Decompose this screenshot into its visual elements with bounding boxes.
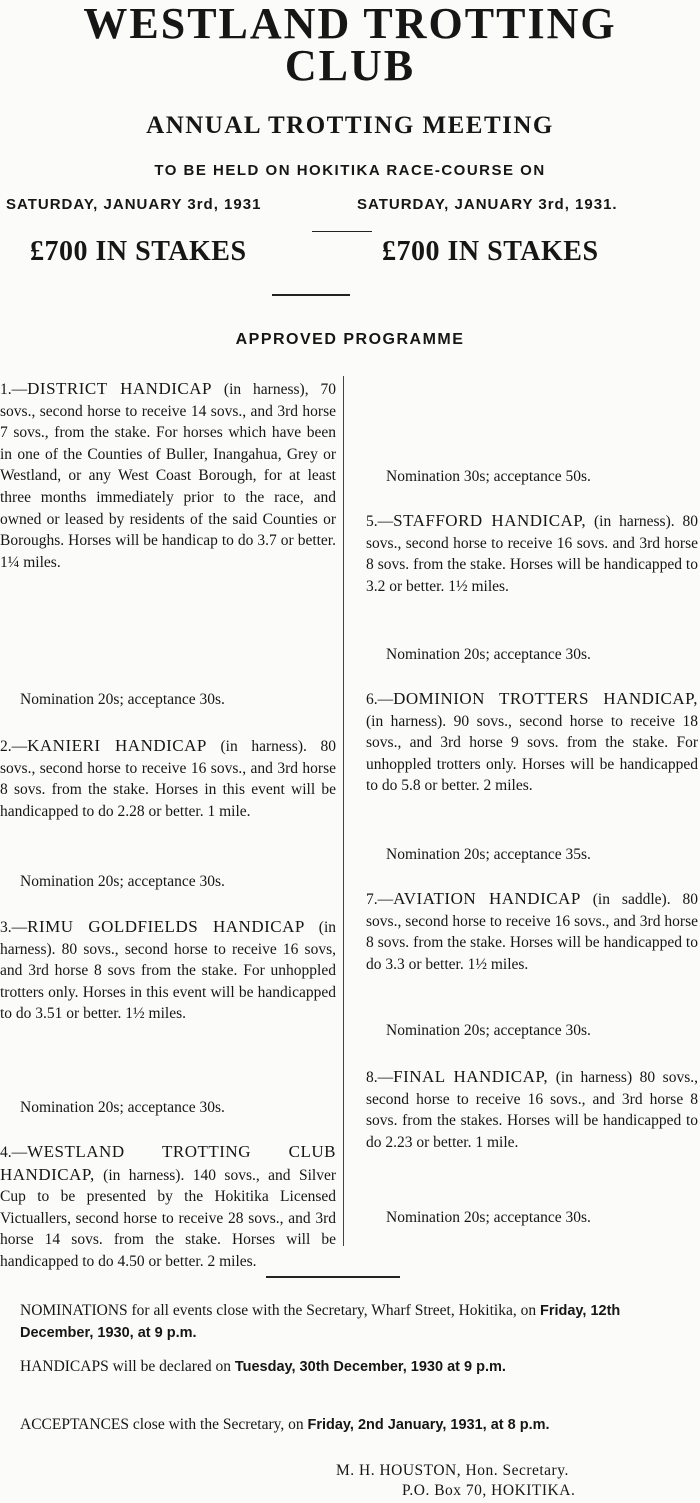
race-1-number: 1.— xyxy=(0,381,28,398)
header-rule-2 xyxy=(272,294,350,296)
race-4-conditions: (in harness). 140 sovs., and Silver Cup to be presented by the Hokitika Licensed Victuallers, second horse to receive 28 sovs., and 3rd horse 14 sovs. from the stake. Horses will be handicapped to do 4.50 or better. 2 miles. xyxy=(0,1166,336,1270)
footer-rule xyxy=(266,1276,400,1278)
race-3-name: RIMU GOLDFIELDS HANDICAP xyxy=(27,917,305,936)
race-3 xyxy=(0,916,336,1025)
stakes-left: £700 IN STAKES xyxy=(30,236,247,267)
race-2-conditions: (in harness). 80 sovs., second horse to receive 16 sovs., and 3rd horse 8 sovs. from the stake. Horses in this event will be handicapped to do 2.28 or better. 1 mile. xyxy=(0,738,337,820)
handicaps-date: Tuesday, 30th December, 1930 at 9 p.m. xyxy=(234,1359,506,1375)
secretary-address: P.O. Box 70, HOKITIKA. xyxy=(402,1482,576,1499)
race-5-nomination: Nomination 20s; acceptance 30s. xyxy=(386,646,591,663)
race-5-name: STAFFORD HANDICAP, xyxy=(393,511,587,530)
race-7-conditions: (in saddle). 80 sovs., second horse to receive 16 sovs., and 3rd horse 8 sovs. from the stake. Horses will be handicapped to do 3.3 or better. 1½ miles. xyxy=(366,891,699,973)
handicaps-lead: HANDICAPS xyxy=(20,1358,109,1375)
nominations-text: for all events close with the Secretary, Wharf Street, Hokitika, on xyxy=(127,1302,540,1319)
secretary-signature: M. H. HOUSTON, Hon. Secretary. xyxy=(336,1462,569,1479)
race-5-number: 5.— xyxy=(366,513,394,530)
race-4-name: WESTLAND TROTTING CLUB HANDICAP, xyxy=(0,1142,336,1184)
acceptances-text: close with the Secretary, on xyxy=(129,1416,308,1433)
club-title-line2: CLUB xyxy=(284,41,416,90)
acceptances-date: Friday, 2nd January, 1931, at 8 p.m. xyxy=(307,1417,550,1433)
nominations-notice xyxy=(20,1300,660,1344)
race-6-name: DOMINION TROTTERS HANDICAP, xyxy=(393,689,698,708)
race-8-number: 8.— xyxy=(366,1069,394,1086)
race-1 xyxy=(0,378,336,573)
race-4-nomination: Nomination 30s; acceptance 50s. xyxy=(386,468,591,485)
acceptances-lead: ACCEPTANCES xyxy=(20,1416,129,1433)
programme-heading: APPROVED PROGRAMME xyxy=(235,331,465,348)
race-1-name: DISTRICT HANDICAP xyxy=(27,379,212,398)
race-6-number: 6.— xyxy=(366,691,394,708)
race-2-nomination: Nomination 20s; acceptance 30s. xyxy=(20,873,225,890)
race-3-nomination: Nomination 20s; acceptance 30s. xyxy=(20,1099,225,1116)
race-4 xyxy=(0,1141,336,1273)
race-2-number: 2.— xyxy=(0,738,28,755)
race-7-number: 7.— xyxy=(366,891,394,908)
race-3-number: 3.— xyxy=(0,919,28,936)
race-8-nomination: Nomination 20s; acceptance 30s. xyxy=(386,1209,591,1226)
race-8-conditions: (in harness) 80 sovs., second horse to receive 16 sovs., and 3rd horse 8 sovs. from the stakes. Horses will be handicapped to do 2.23 or better. 1 mile. xyxy=(366,1069,699,1151)
race-6-conditions: (in harness). 90 sovs., second horse to receive 18 sovs., and 3rd horse 9 sovs. from the stake. For unhoppled trotters only. Horses will be handicapped to do 5.8 or better. 2 miles. xyxy=(366,712,698,795)
handicaps-notice xyxy=(20,1356,660,1378)
race-4-number: 4.— xyxy=(0,1144,28,1161)
race-6 xyxy=(366,688,698,797)
header-rule-1 xyxy=(312,231,372,232)
race-6-nomination: Nomination 20s; acceptance 35s. xyxy=(386,846,591,863)
column-divider xyxy=(343,376,344,1246)
handicaps-text: will be declared on xyxy=(108,1358,235,1375)
race-5-conditions: (in harness). 80 sovs., second horse to receive 16 sovs. and 3rd horse 8 sovs. from the stake. Horses will be handicapped to 3.2 or better. 1½ miles. xyxy=(366,513,698,595)
race-7-name: AVIATION HANDICAP xyxy=(393,889,581,908)
race-3-conditions: (in harness). 80 sovs., second horse to receive 16 sovs, and 3rd horse 8 sovs from the stake. For unhoppled trotters only. Horses in this event will be handicapped to do 3.51 or better. 1½ miles. xyxy=(0,919,337,1023)
venue-line: TO BE HELD ON HOKITIKA RACE-COURSE ON xyxy=(154,162,546,179)
stakes-right: £700 IN STAKES xyxy=(382,236,599,267)
race-1-conditions: (in harness), 70 sovs., second horse to receive 14 sovs., and 3rd horse 7 sovs., from the stake. For horses which have been in one of the Counties of Buller, Inangahua, Grey or Westland, or any West Coast Borough, for at least three months immediately prior to the race, and owned or leased by residents of the said Counties or Boroughs. Horses will be handicap to do 3.7 or better. 1¼ miles. xyxy=(0,381,336,571)
date-left: SATURDAY, JANUARY 3rd, 1931 xyxy=(6,196,262,213)
nominations-lead: NOMINATIONS xyxy=(20,1302,128,1319)
race-8-name: FINAL HANDICAP, xyxy=(393,1067,549,1086)
race-8 xyxy=(366,1066,698,1153)
race-7 xyxy=(366,888,698,975)
race-1-nomination: Nomination 20s; acceptance 30s. xyxy=(20,691,225,708)
date-right: SATURDAY, JANUARY 3rd, 1931. xyxy=(357,196,618,213)
race-2-name: KANIERI HANDICAP xyxy=(27,736,207,755)
race-5 xyxy=(366,510,698,597)
nominations-date: Friday, 12th December, 1930, at 9 p.m. xyxy=(20,1303,621,1341)
club-title-line1: WESTLAND TROTTING xyxy=(83,0,617,48)
meeting-subtitle: ANNUAL TROTTING MEETING xyxy=(146,112,554,139)
acceptances-notice xyxy=(20,1414,660,1436)
race-2 xyxy=(0,735,336,822)
race-7-nomination: Nomination 20s; acceptance 30s. xyxy=(386,1022,591,1039)
